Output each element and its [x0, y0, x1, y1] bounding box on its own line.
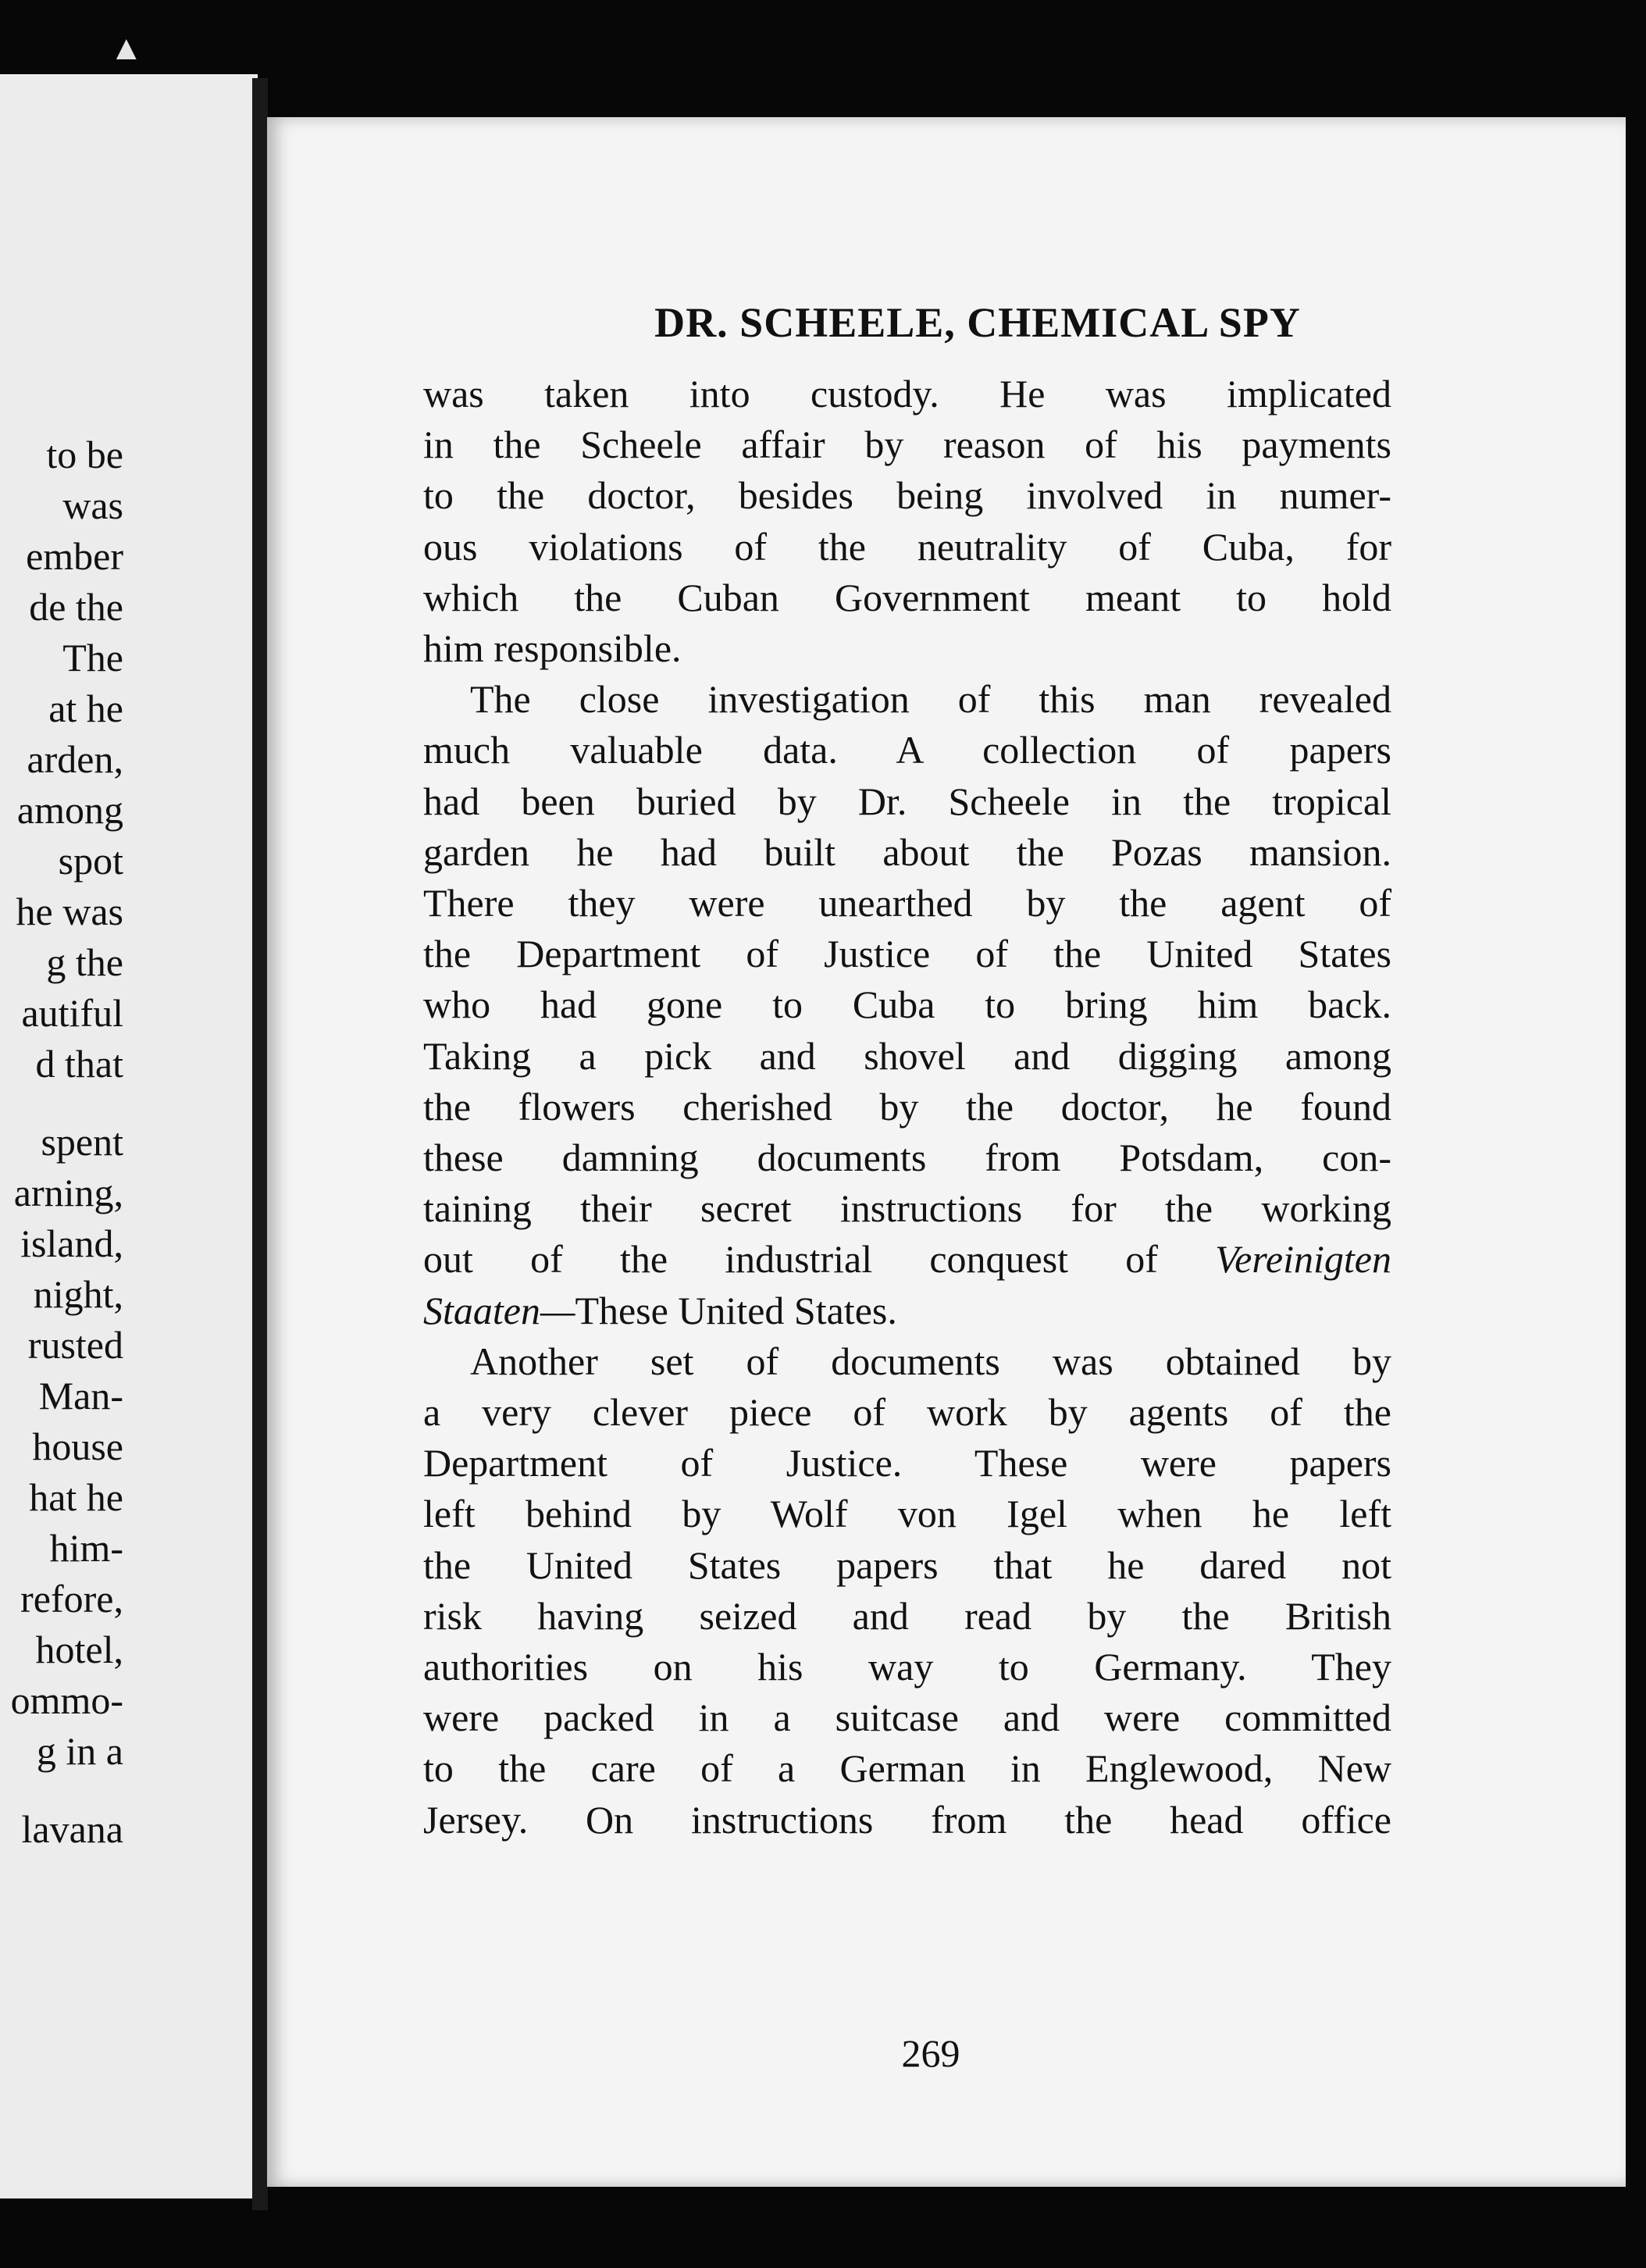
- text-line: the Department of Justice of the United States: [423, 932, 1391, 976]
- text-line: the flowers cherished by the doctor, he found: [423, 1084, 1391, 1129]
- left-page-line: de the: [29, 585, 123, 629]
- left-page-line: rusted: [27, 1323, 123, 1367]
- text-line: was taken into custody. He was implicated: [423, 372, 1391, 415]
- text-line: in the Scheele affair by reason of his payments: [423, 423, 1391, 467]
- left-page-line: g in a: [36, 1729, 123, 1773]
- text-line: [423, 1234, 1391, 1285]
- left-page-line: spent: [41, 1120, 123, 1164]
- text-line: much valuable data. A collection of papers: [423, 728, 1391, 772]
- text-line: taining their secret instructions for the working: [423, 1186, 1391, 1231]
- text-line: him responsible.: [423, 626, 682, 671]
- text-line: the United States papers that he dared not: [423, 1542, 1391, 1587]
- left-page-line: spot: [58, 839, 123, 883]
- body-text: [423, 369, 1391, 1845]
- left-page-line: at he: [48, 686, 123, 730]
- page-number: 269: [901, 2031, 960, 2075]
- book-binding: [252, 78, 268, 2210]
- text-line: authorities on his way to Germany. They: [423, 1645, 1391, 1689]
- left-page-line: lavana: [21, 1807, 123, 1851]
- text-line: Jersey. On instructions from the head office: [423, 1797, 1391, 1842]
- text-line: The close investigation of this man revealed: [470, 677, 1391, 722]
- left-page-line: ommo-: [10, 1678, 123, 1722]
- running-head: DR. SCHEELE, CHEMICAL SPY: [654, 299, 1301, 346]
- text-line: [423, 1286, 1391, 1336]
- left-page-text: [0, 430, 123, 1855]
- left-page-line: hotel,: [35, 1628, 123, 1671]
- text-line: Another set of documents was obtained by: [470, 1339, 1391, 1383]
- text-line: these damning documents from Potsdam, con-: [423, 1136, 1391, 1180]
- text-line: Taking a pick and shovel and digging among: [423, 1033, 1391, 1078]
- text-line: Department of Justice. These were papers: [423, 1441, 1391, 1485]
- left-page-line: refore,: [20, 1577, 123, 1621]
- text-line: There they were unearthed by the agent of: [423, 881, 1391, 925]
- left-page-line: island,: [20, 1221, 123, 1265]
- left-page-line: d that: [35, 1042, 123, 1086]
- text-line: which the Cuban Government meant to hold: [423, 575, 1391, 619]
- text-line-part: These United States.: [575, 1288, 897, 1332]
- italic-phrase: Vereinigten: [1215, 1237, 1391, 1282]
- text-line: to the doctor, besides being involved in numer-: [423, 473, 1391, 518]
- corner-mark: ▲: [109, 29, 144, 67]
- text-line: were packed in a suitcase and were committed: [423, 1696, 1391, 1740]
- left-page-line: Man-: [38, 1374, 123, 1418]
- text-line: a very clever piece of work by agents of the: [423, 1390, 1391, 1435]
- left-page-line: ember: [26, 534, 123, 578]
- text-line: garden he had built about the Pozas mansion.: [423, 829, 1391, 874]
- left-page: [0, 74, 258, 2198]
- left-page-line: night,: [33, 1272, 123, 1316]
- text-line-part: out of the industrial conquest of: [423, 1237, 1158, 1282]
- left-page-line: autiful: [21, 991, 123, 1035]
- left-page-line: The: [62, 636, 123, 679]
- text-line: who had gone to Cuba to bring him back.: [423, 982, 1391, 1027]
- text-line: ous violations of the neutrality of Cuba, for: [423, 524, 1391, 569]
- text-line: left behind by Wolf von Igel when he left: [423, 1492, 1391, 1536]
- left-page-line: he was: [16, 890, 123, 933]
- left-page-line: arning,: [13, 1171, 123, 1214]
- paragraph: [423, 1336, 1391, 1845]
- italic-phrase: Staaten—: [423, 1288, 575, 1332]
- left-page-line: was: [62, 483, 123, 527]
- left-page-line: arden,: [27, 737, 123, 781]
- text-line: to the care of a German in Englewood, New: [423, 1746, 1391, 1791]
- text-line: risk having seized and read by the British: [423, 1593, 1391, 1638]
- left-page-line: to be: [46, 433, 123, 476]
- left-page-line: him-: [49, 1526, 123, 1570]
- left-page-line: g the: [46, 940, 123, 984]
- left-page-line: among: [16, 788, 123, 832]
- paragraph: [423, 674, 1391, 1336]
- left-page-line: house: [32, 1425, 123, 1468]
- right-page: [267, 117, 1626, 2187]
- text-line: had been buried by Dr. Scheele in the tropical: [423, 779, 1391, 823]
- left-page-line: hat he: [29, 1475, 123, 1519]
- paragraph: [423, 369, 1391, 674]
